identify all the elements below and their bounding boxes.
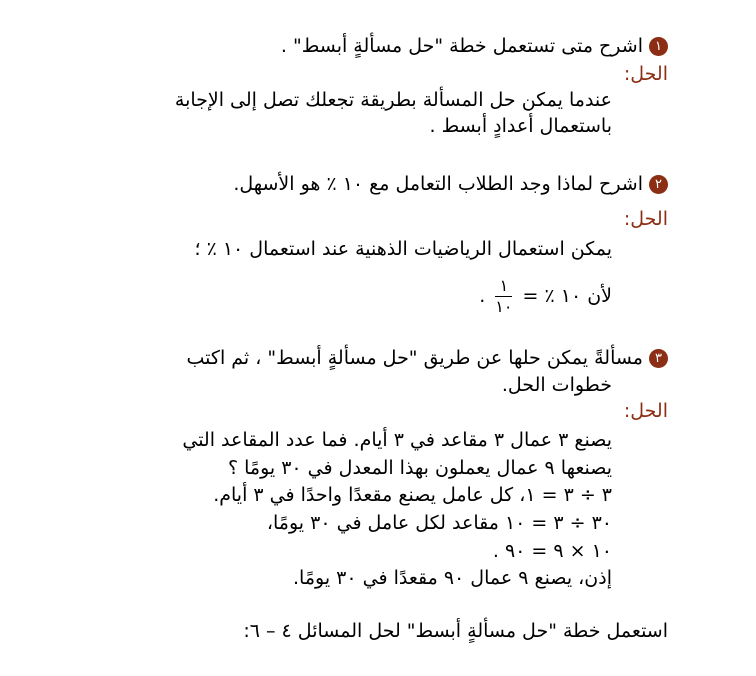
question-number-badge: ٣	[649, 349, 668, 368]
fraction-denominator: ١٠	[495, 297, 513, 316]
question-3-text-line-2: خطوات الحل.	[501, 374, 612, 396]
question-2	[60, 171, 668, 197]
fraction	[495, 278, 512, 315]
question-1	[60, 33, 668, 59]
question-1-text: اشرح متى تستعمل خطة "حل مسألةٍ أبسط" .	[280, 35, 643, 57]
answer-3-line-3: ٣ ÷ ٣ = ١، كل عامل يصنع مقعدًا واحدًا في ٣ أيام.	[213, 484, 612, 506]
fraction-numerator: ١	[495, 278, 512, 297]
solution-label-2: الحل:	[623, 208, 668, 230]
answer-3-line-5: ١٠ × ٩ = ٩٠ .	[492, 540, 612, 562]
answer-3-line-6: إذن، يصنع ٩ عمال ٩٠ مقعدًا في ٣٠ يومًا.	[293, 567, 612, 589]
footer-instruction: استعمل خطة "حل مسألةٍ أبسط" لحل المسائل ٤ – ٦:	[243, 620, 668, 642]
answer-2-line-1: يمكن استعمال الرياضيات الذهنية عند استعمال ١٠ ٪ ؛	[194, 238, 612, 260]
answer-1-line-1: عندما يمكن حل المسألة بطريقة تجعلك تصل إلى الإجابة	[174, 89, 612, 111]
solution-label-3: الحل:	[623, 400, 668, 422]
answer-3-line-2: يصنعها ٩ عمال يعملون بهذا المعدل في ٣٠ يومًا ؟	[227, 457, 612, 479]
question-3-text-line-1: مسألةً يمكن حلها عن طريق "حل مسألةٍ أبسط" ، ثم اكتب	[186, 347, 643, 369]
question-number-badge: ١	[649, 37, 668, 56]
answer-2-line-2	[60, 276, 612, 316]
question-2-text: اشرح لماذا وجد الطلاب التعامل مع ١٠ ٪ هو الأسهل.	[233, 173, 643, 195]
answer-3-line-1: يصنع ٣ عمال ٣ مقاعد في ٣ أيام. فما عدد المقاعد التي	[182, 429, 612, 451]
answer-2-prefix: لأن ١٠ ٪ =	[522, 285, 612, 307]
question-number-badge: ٢	[649, 175, 668, 194]
answer-1-line-2: باستعمال أعدادٍ أبسط .	[429, 115, 612, 137]
question-3	[60, 345, 668, 371]
answer-3-line-4: ٣٠ ÷ ٣ = ١٠ مقاعد لكل عامل في ٣٠ يومًا،	[266, 512, 612, 534]
solution-label-1: الحل:	[623, 63, 668, 85]
answer-2-suffix: .	[479, 285, 486, 307]
